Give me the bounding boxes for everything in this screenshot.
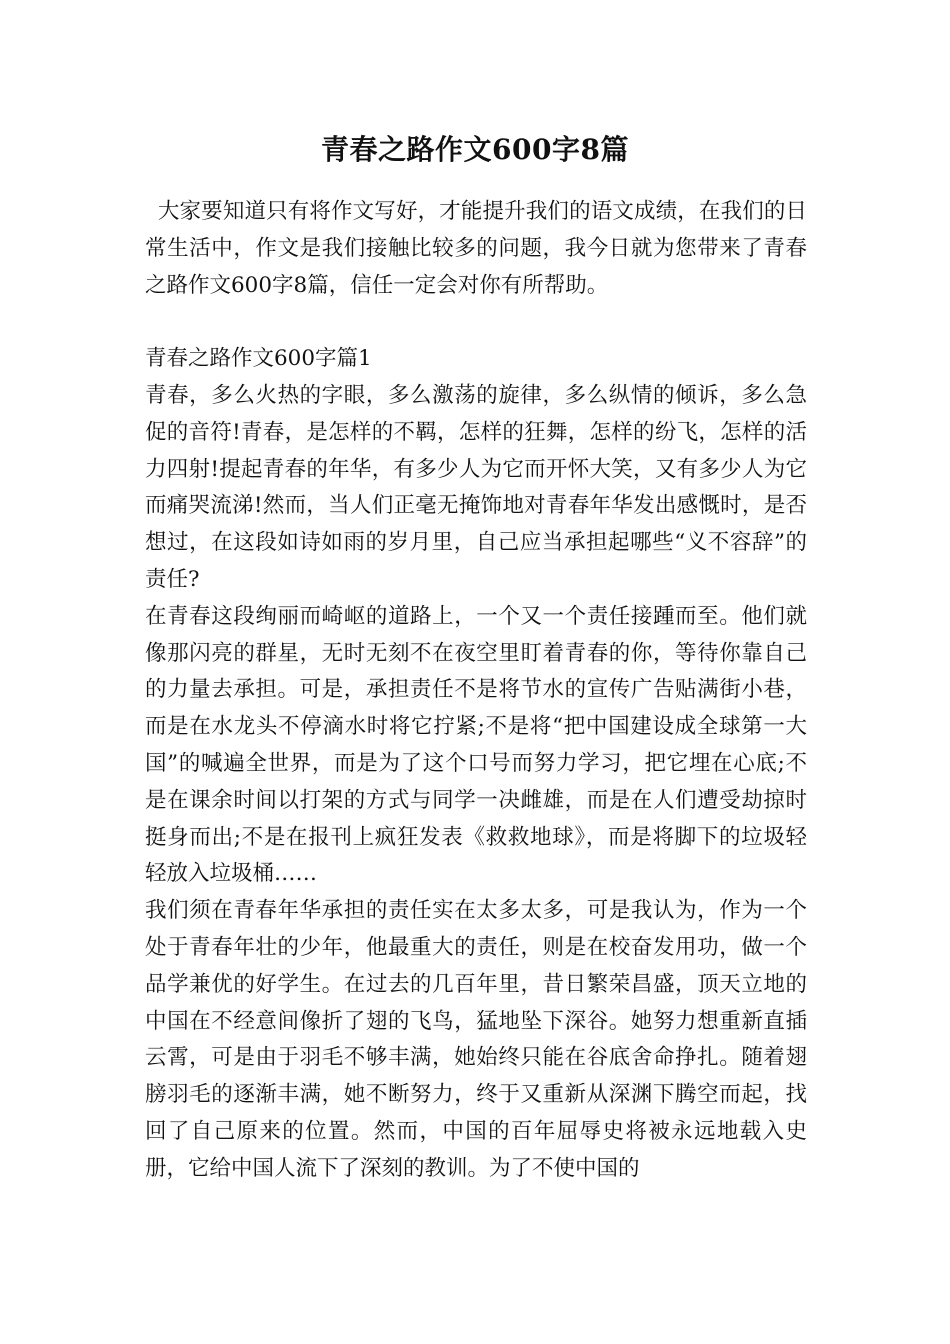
paragraph-spacer <box>145 304 807 341</box>
document-body <box>145 194 807 1188</box>
body-paragraph-1: 青春，多么火热的字眼，多么激荡的旋律，多么纵情的倾诉，多么急促的音符!青春，是怎样的不羁，怎样的狂舞，怎样的纷飞，怎样的活力四射!提起青春的年华，有多少人为它而开怀大笑，又有多少人为它而痛哭流涕!然而，当人们正毫无掩饰地对青春年华发出感慨时，是否想过，在这段如诗如雨的岁月里，自己应当承担起哪些“义不容辞”的责任? <box>145 382 807 592</box>
body-paragraph-2: 在青春这段绚丽而崎岖的道路上，一个又一个责任接踵而至。他们就像那闪亮的群星，无时无刻不在夜空里盯着青春的你，等待你靠自己的力量去承担。可是，承担责任不是将节水的宣传广告贴满街小巷，而是在水龙头不停滴水时将它拧紧;不是将“把中国建设成全球第一大国”的喊遍全世界，而是为了这个口号而努力学习，把它埋在心底;不是在课余时间以打架的方式与同学一决雌雄，而是在人们遭受劫掠时挺身而出;不是在报刊上疯狂发表《救救地球》，而是将脚下的垃圾轻轻放入垃圾桶…… <box>145 603 807 887</box>
section-heading: 青春之路作文600字篇1 <box>145 346 372 372</box>
intro-paragraph: 大家要知道只有将作文写好，才能提升我们的语文成绩，在我们的日常生活中，作文是我们接触比较多的问题，我今日就为您带来了青春之路作文600字8篇，信任一定会对你有所帮助。 <box>145 199 807 298</box>
document-title: 青春之路作文600字8篇 <box>321 133 629 166</box>
body-paragraph-3: 我们须在青春年华承担的责任实在太多太多，可是我认为，作为一个处于青春年壮的少年，他最重大的责任，则是在校奋发用功，做一个品学兼优的好学生。在过去的几百年里，昔日繁荣昌盛，顶天立地的中国在不经意间像折了翅的飞鸟，猛地坠下深谷。她努力想重新直插云霄，可是由于羽毛不够丰满，她始终只能在谷底舍命挣扎。随着翅膀羽毛的逐渐丰满，她不断努力，终于又重新从深渊下腾空而起，找回了自己原来的位置。然而，中国的百年屈辱史将被永远地载入史册，它给中国人流下了深刻的教训。为了不使中国的 <box>145 898 807 1181</box>
